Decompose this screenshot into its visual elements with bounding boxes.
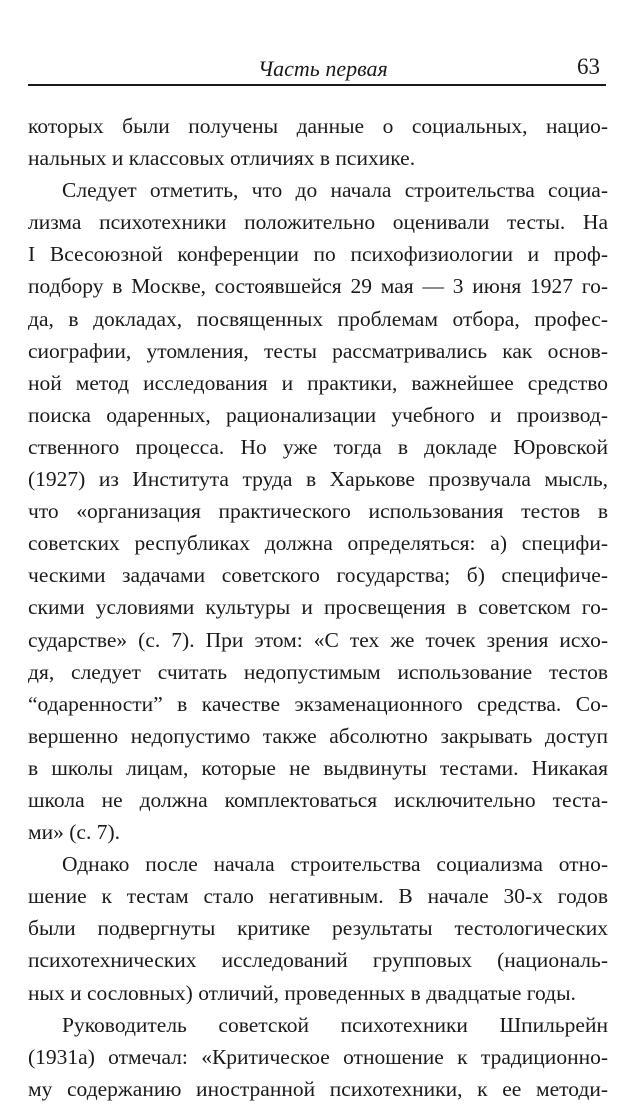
text-line: были подвергнуты критике результаты тестологических	[28, 916, 608, 941]
text-line: психотехнических исследований групповых (националь-	[28, 948, 608, 973]
text-line: ных и сословных) отличий, проведенных в двадцатые годы.	[28, 980, 576, 1005]
text-line: му содержанию иностранной психотехники, к ее методи-	[28, 1076, 608, 1101]
text-line: вершенно недопустимо также абсолютно закрывать доступ	[28, 723, 608, 748]
text-line: дя, следует считать недопустимым использование тестов	[28, 659, 608, 684]
text-line: шение к тестам стало негативным. В начале 30-х годов	[28, 884, 608, 909]
text-line: Руководитель советской психотехники Шпильрейн	[62, 1012, 608, 1037]
text-line: поиска одаренных, рационализации учебного и производ-	[28, 402, 608, 427]
text-line: школа не должна комплектоваться исключительно теста-	[28, 787, 608, 812]
page-number: 63	[577, 54, 600, 79]
text-line: лизма психотехники положительно оценивали тесты. На	[28, 210, 608, 235]
text-line: сиографии, утомления, тесты рассматривались как основ-	[28, 338, 608, 363]
text-line: ной метод исследования и практики, важнейшее средство	[28, 370, 608, 395]
text-line: в школы лицам, которые не выдвинуты тестами. Никакая	[28, 755, 608, 780]
text-line: ственного процесса. Но уже тогда в докладе Юровской	[28, 434, 608, 459]
text-line: ми» (с. 7).	[28, 820, 120, 845]
running-head	[28, 52, 606, 86]
text-line: что «организация практического использования тестов в	[28, 499, 608, 524]
text-line: подбору в Москве, состоявшейся 29 мая — 3 июня 1927 го-	[28, 274, 608, 299]
body-text	[28, 110, 608, 1105]
text-line: скими условиями культуры и просвещения в советском го-	[28, 595, 608, 620]
text-line: советских республиках должна определяться: а) специфи-	[28, 531, 608, 556]
text-line: ческими задачами советского государства; б) специфиче-	[28, 563, 608, 588]
text-line: I Всесоюзной конференции по психофизиологии и проф-	[28, 242, 608, 267]
text-line: которых были получены данные о социальных, нацио-	[28, 114, 608, 138]
text-line: сударстве» (с. 7). При этом: «С тех же точек зрения исхо-	[28, 627, 608, 652]
text-line: (1927) из Института труда в Харькове прозвучала мысль,	[28, 467, 608, 492]
text-line: Однако после начала строительства социализма отно-	[62, 852, 608, 877]
text-line: Следует отметить, что до начала строительства социа-	[62, 178, 608, 203]
text-line: (1931а) отмечал: «Критическое отношение к традиционно-	[28, 1044, 608, 1069]
section-title: Часть первая	[258, 56, 388, 81]
text-line: да, в докладах, посвященных проблемам отбора, профес-	[28, 306, 608, 331]
text-line: нальных и классовых отличиях в психике.	[28, 146, 416, 171]
text-line: “одаренности” в качестве экзаменационного средства. Со-	[28, 691, 608, 716]
